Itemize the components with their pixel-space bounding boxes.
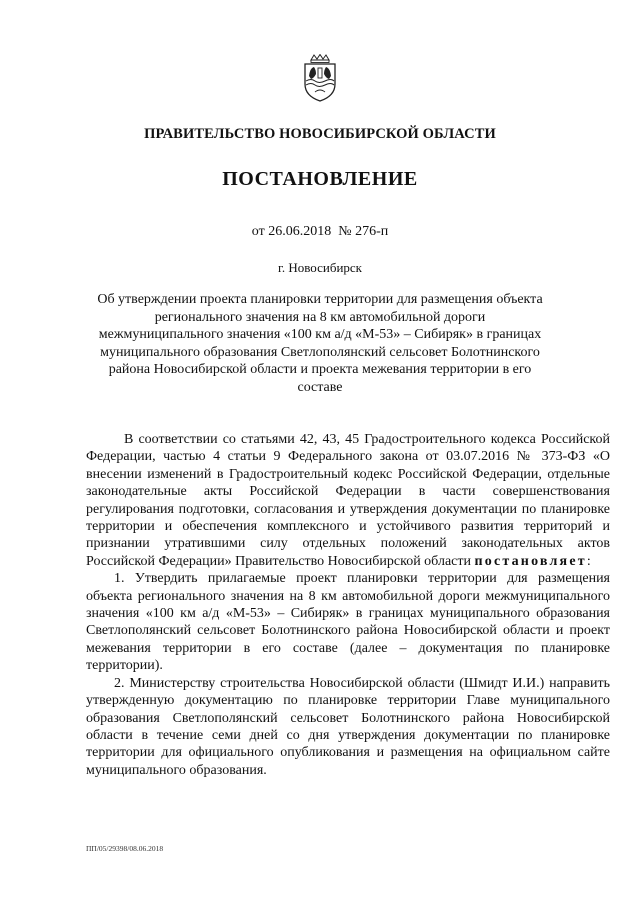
- item-1: 1. Утвердить прилагаемые проект планировки территории для размещения объекта регионального значения на 8 км автомобильной дороги межмуниципального значения «100 км а/д «М-53» – Сибиряк» в границах муниципального образования Светлополянский сельсовет Болотнинского района Новосибирской области и проект межевания территории в его составе (далее – документация по планировке территории).: [86, 571, 610, 674]
- preamble-paragraph: [86, 431, 610, 570]
- item-2: 2. Министерству строительства Новосибирской области (Шмидт И.И.) направить утвержденную документацию по планировке территории Главе муниципального образования Светлополянский сельсовет Болотнинского района Новосибирской области в течение семи дней со дня утверждения документации по планировке территории для официального опубликования и размещения на официальном сайте муниципального образования.: [86, 675, 610, 778]
- coat-of-arms-icon: [301, 54, 339, 102]
- number-sign: №: [338, 224, 352, 239]
- date-and-number: [0, 224, 640, 240]
- document-body: [86, 431, 610, 779]
- city: г. Новосибирск: [277, 260, 362, 275]
- organization-name: ПРАВИТЕЛЬСТВО НОВОСИБИРСКОЙ ОБЛАСТИ: [144, 126, 496, 142]
- resolves-colon: :: [586, 553, 591, 569]
- preamble-text: В соответствии со статьями 42, 43, 45 Градостроительного кодекса Российской Федерации, частью 4 статьи 9 Федерального закона от 03.07.2016 № 373-ФЗ «О внесении изменений в Градостроительный кодекс Российской Федерации, отдельные законодательные акты Российской Федерации в части совершенствования регулирования подготовки, согласования и утверждения документации по планировке территории и обеспечения комплексного и устойчивого развития территорий и признании утратившими силу отдельных положений законодательных актов Российской Федерации» Правительство Новосибирской области: [86, 432, 610, 569]
- date-prefix: от: [251, 224, 265, 239]
- resolves-word: постановляет: [474, 553, 587, 569]
- footer-code: ПП/05/29398/08.06.2018: [86, 844, 164, 853]
- document-type: ПОСТАНОВЛЕНИЕ: [222, 168, 418, 190]
- document-title: Об утверждении проекта планировки территории для размещения объекта регионального значения на 8 км автомобильной дороги межмуниципального значения «100 км а/д «М-53» – Сибиряк» в границах муниципального образования Светлополянский сельсовет Болотнинского района Новосибирской области и проекта межевания территории в его составе: [97, 292, 543, 395]
- document-date: 26.06.2018: [268, 224, 332, 239]
- document-number: 276-п: [355, 224, 389, 239]
